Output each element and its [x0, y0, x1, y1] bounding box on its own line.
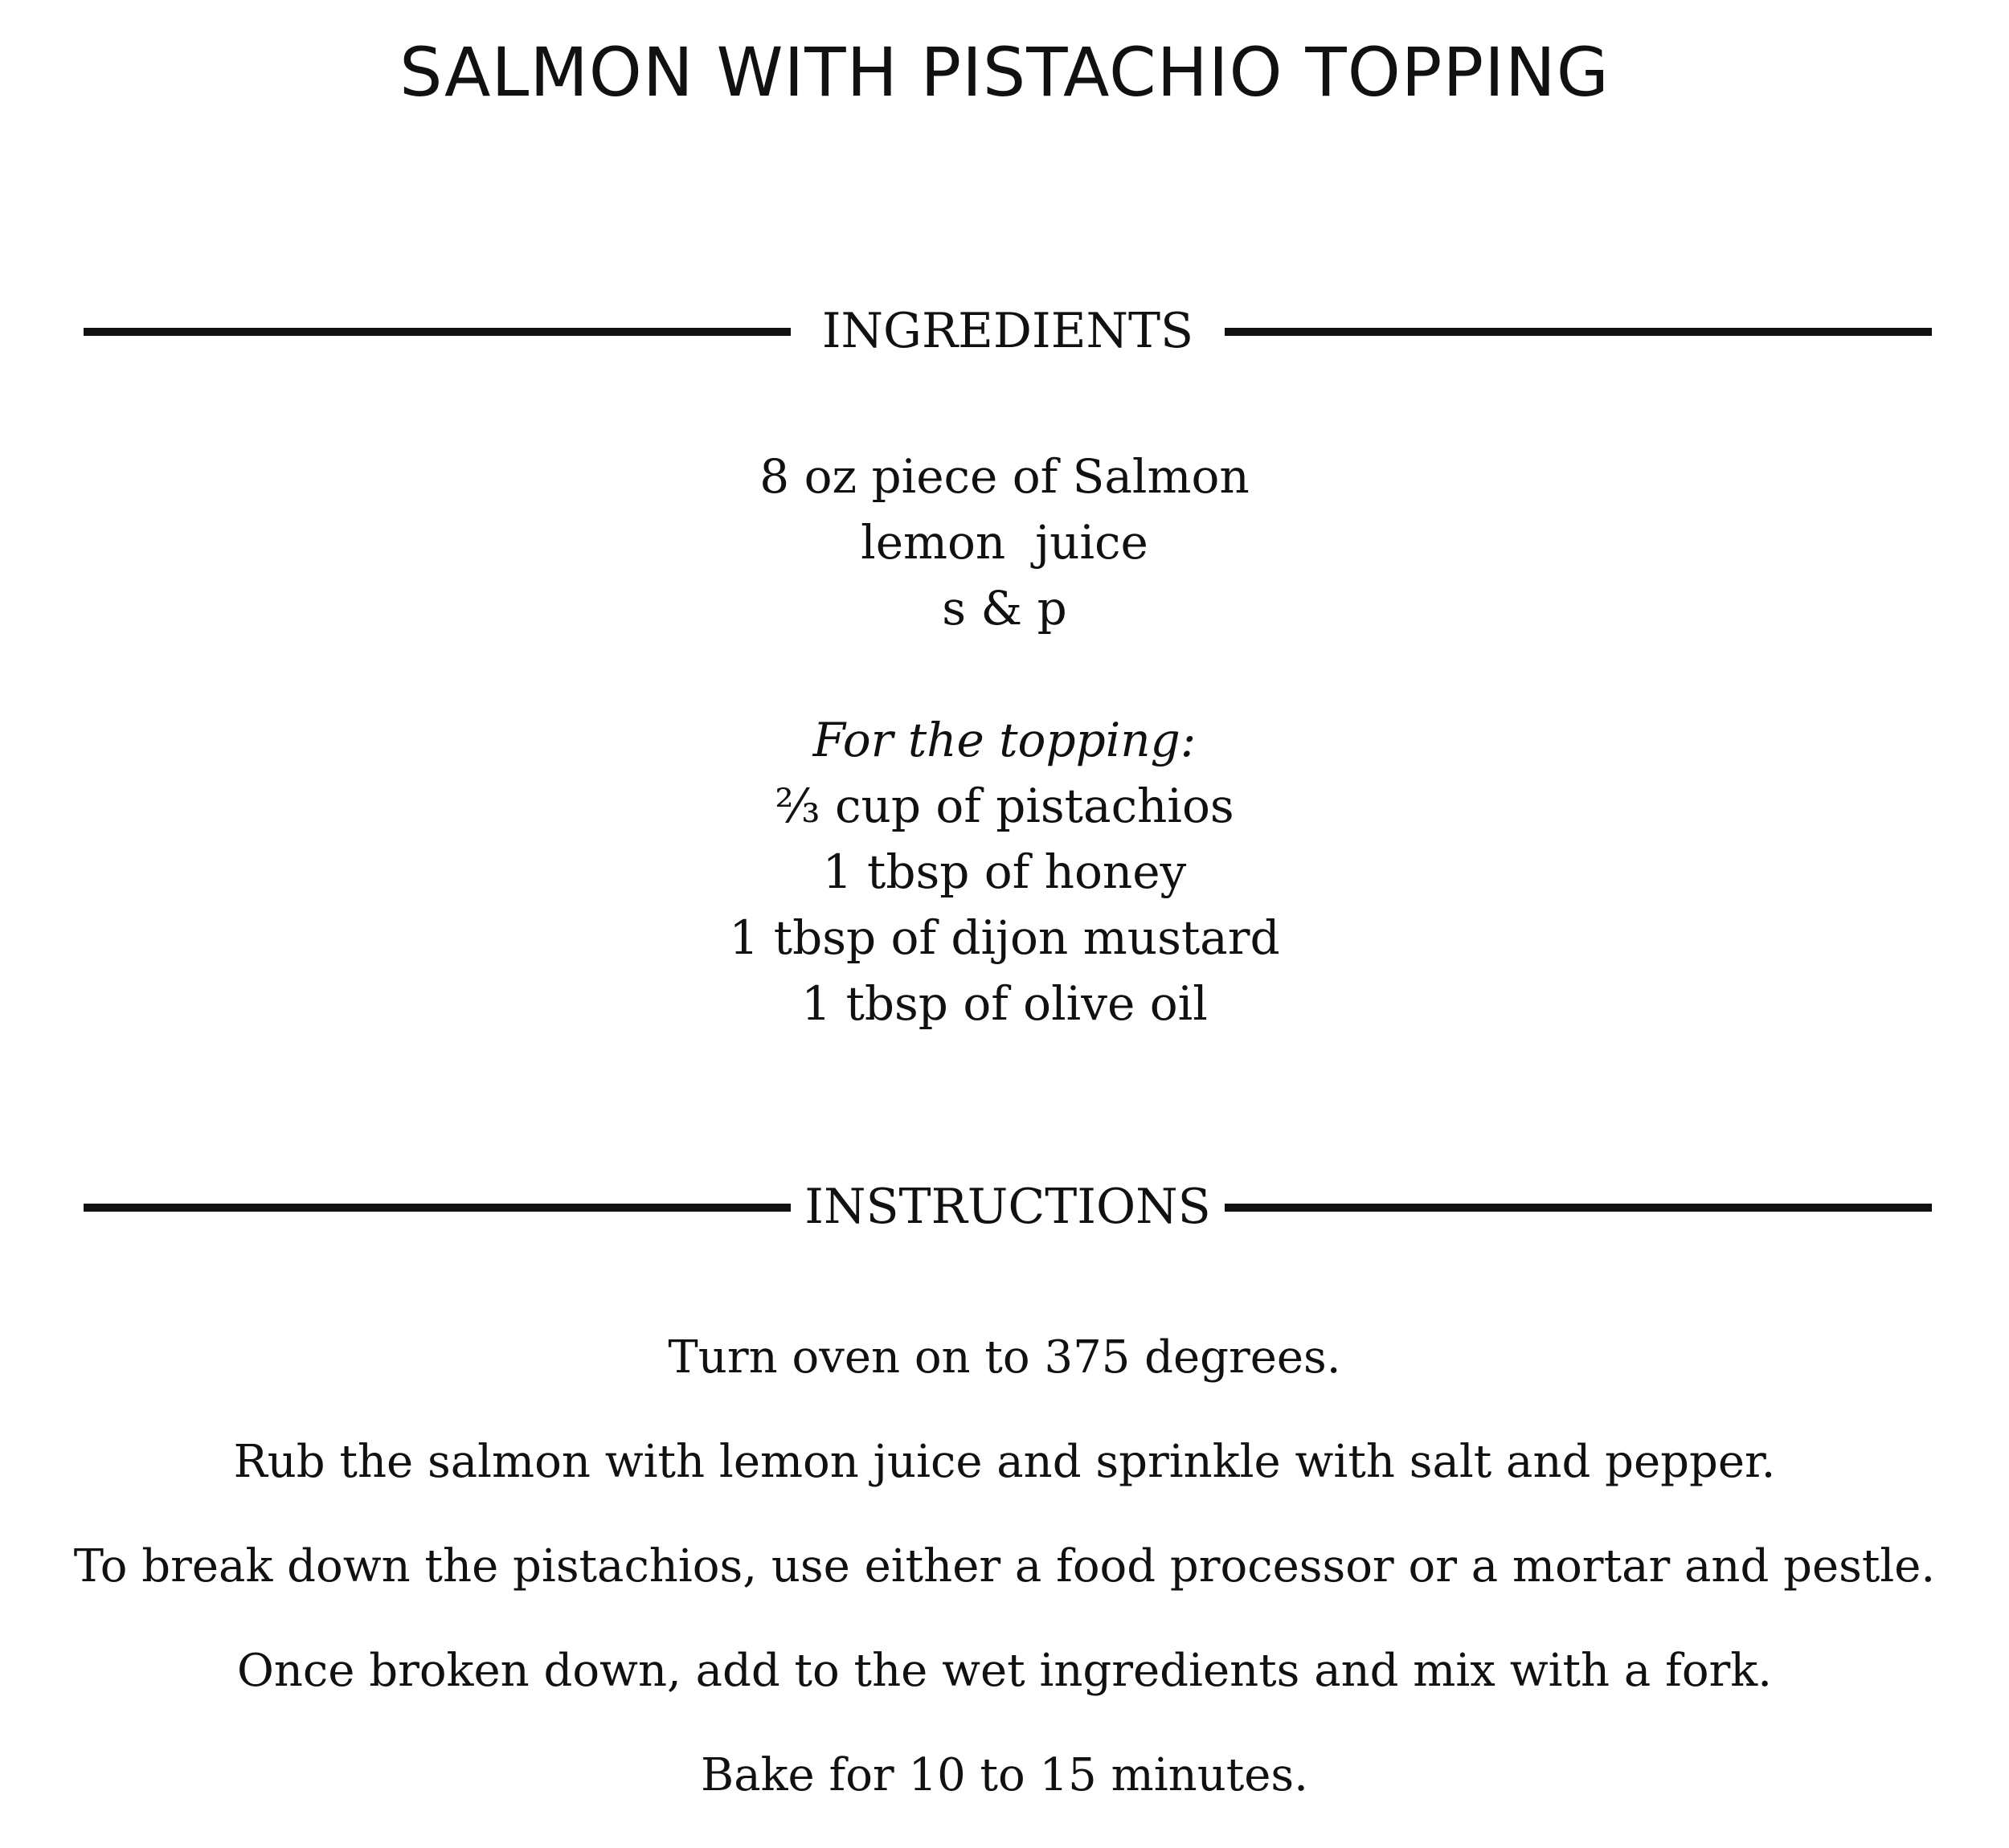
ingredients-list	[0, 444, 2009, 1036]
ingredients-heading: INGREDIENTS	[821, 303, 1194, 359]
topping-item: 1 tbsp of honey	[822, 844, 1187, 899]
ingredients-section-header	[84, 299, 1932, 363]
divider-rule-right	[1225, 328, 1932, 336]
instruction-step: Bake for 10 to 15 minutes.	[701, 1749, 1308, 1801]
divider-rule-left	[84, 1204, 791, 1212]
ingredient-item: lemon juice	[861, 515, 1148, 570]
instruction-step: Rub the salmon with lemon juice and sprinkle with salt and pepper.	[233, 1436, 1776, 1488]
ingredient-item: s & p	[942, 581, 1067, 636]
instructions-list	[0, 1326, 2009, 1848]
instruction-step: Once broken down, add to the wet ingredients and mix with a fork.	[236, 1645, 1773, 1697]
instruction-step: Turn oven on to 375 degrees.	[668, 1331, 1341, 1384]
ingredient-item: 8 oz piece of Salmon	[759, 449, 1250, 504]
topping-item: ⅔ cup of pistachios	[775, 779, 1234, 833]
instructions-heading: INSTRUCTIONS	[804, 1179, 1211, 1235]
instructions-section-header	[84, 1175, 1932, 1239]
ingredient-spacer	[0, 641, 2009, 707]
divider-rule-left	[84, 328, 791, 336]
topping-label: For the topping:	[812, 713, 1197, 767]
recipe-title: SALMON WITH PISTACHIO TOPPING	[399, 33, 1610, 112]
topping-item: 1 tbsp of dijon mustard	[729, 910, 1280, 965]
instruction-step: To break down the pistachios, use either a food processor or a mortar and pestle.	[73, 1540, 1936, 1592]
divider-rule-right	[1225, 1204, 1932, 1212]
topping-item: 1 tbsp of olive oil	[801, 976, 1208, 1031]
